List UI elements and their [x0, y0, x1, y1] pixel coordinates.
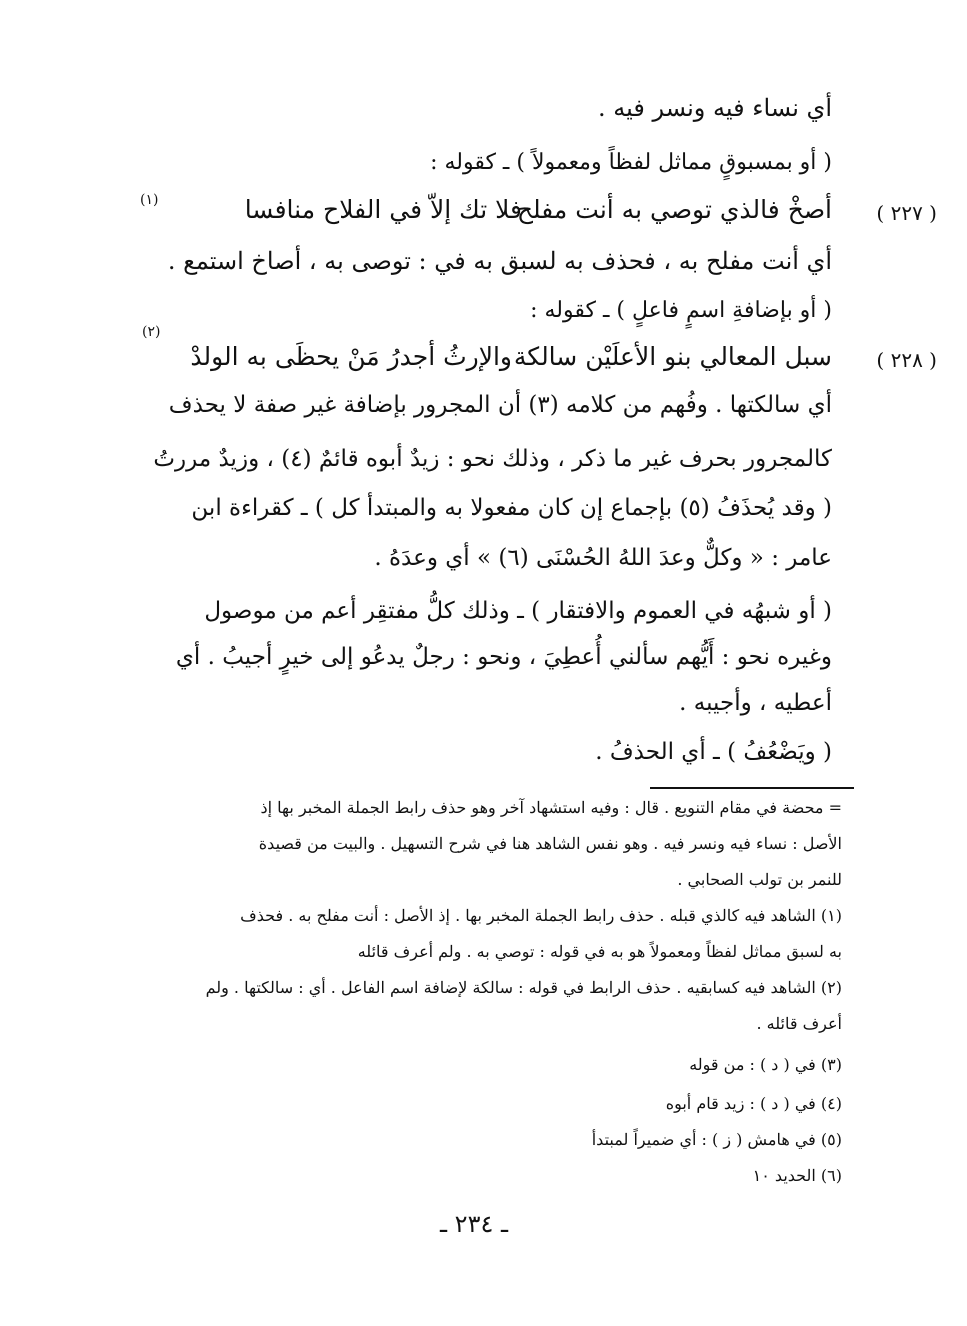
text-line: وغيره نحو : أَيُّهم سألني أُعطِيَ ، ونحو : رجلٌ يدعُو إلى خيرٍ أجيبُ . أي: [175, 644, 832, 670]
text-line: أعطيه ، وأجيبه .: [679, 690, 832, 716]
footnote-line: (٤) في ( د ) : زيد قام أبوه: [665, 1094, 842, 1113]
text-line: ( وقد يُحذَفُ (٥) بإجماع إن كان مفعولا به والمبتدأ كل ) ـ كقراءة ابن: [191, 495, 832, 521]
poem-hemistich-left: فلا تك إلاّ في الفلاح منافسا: [244, 195, 522, 224]
text-line: كالمجرور بحرف غير ما ذكر ، وذلك نحو : زيدٌ أبوه قائمٌ (٤) ، وزيدٌ مررتُ: [153, 446, 832, 472]
footnote-divider: [650, 787, 854, 789]
footnote-line: (٥) في هامش ( ز ) : أي ضميراً لمبتدأ: [591, 1130, 842, 1149]
text-line: أي سالكتها . وفُهم من كلامه (٣) أن المجرور بإضافة غير صفة لا يحذف: [168, 392, 832, 418]
footnote-line: (٢) الشاهد فيه كسابقيه . حذف الرابط في قوله : سالكة لإضافة اسم الفاعل . أي : سالكتها . ولم: [205, 978, 842, 997]
footnote-line: للنمر بن تولب الصحابي .: [677, 870, 842, 889]
text-line: ( أو بإضافةِ اسمٍ فاعلٍ ) ـ كقوله :: [530, 298, 832, 323]
text-line: أي أنت مفلح به ، فحذف به لسبق به في : توصى به ، أصاخ استمع .: [167, 247, 832, 275]
text-line: ( أو بمسبوقٍ مماثل لفظاً ومعمولاً ) ـ كقوله :: [430, 150, 832, 175]
text-line: أي نساء فيه ونسر فيه .: [598, 94, 832, 122]
poem-hemistich-left: والإرثُ أجدرُ مَنْ يحظَى به الولدْ: [190, 342, 512, 371]
footnote-line: الأصل : نساء فيه ونسر فيه . وهو نفس الشاهد هنا في شرح التسهيل . والبيت من قصيدة: [258, 834, 842, 853]
page-number: ـ ٢٣٤ ـ: [440, 1210, 509, 1238]
verse-number: ( ٢٢٧ ): [876, 201, 937, 225]
footnote-marker: (٢): [142, 324, 161, 340]
footnote-line: به لسبق مماثل لفظاً ومعمولاً هو به في قوله : توصي به . ولم أعرف قائله: [357, 942, 842, 961]
footnote-line: (٣) في ( د ) : من قوله: [689, 1055, 842, 1074]
poem-hemistich-right: سبل المعالي بنو الأعلَيْن سالكة: [513, 342, 832, 371]
footnote-line: أعرف قائله .: [756, 1014, 842, 1033]
text-line: ( ويَضْعُفُ ) ـ أي الحذفُ .: [595, 739, 832, 765]
verse-number: ( ٢٢٨ ): [876, 348, 937, 372]
footnote-line: = محضة في مقام التنويع . قال : وفيه استشهاد آخر وهو حذف رابط الجملة المخبر بها إذ: [260, 798, 842, 817]
poem-hemistich-right: أصخْ فالذي توصي به أنت مفلح: [516, 195, 832, 224]
text-line: عامر : « وكلٌّ وعدَ اللهُ الحُسْنَى (٦) » أي وعدَهُ .: [374, 545, 832, 571]
text-line: ( أو شبهُه في العموم والافتقار ) ـ وذلك كلُّ مفتقِر أعم من موصول: [204, 598, 832, 624]
footnote-marker: (١): [140, 192, 159, 208]
footnote-line: (٦) الحديد ١٠: [752, 1166, 842, 1185]
footnote-line: (١) الشاهد فيه كالذي قبله . حذف رابط الجملة المخبر بها . إذ الأصل : أنت مفلح به . فحذف: [240, 906, 842, 925]
